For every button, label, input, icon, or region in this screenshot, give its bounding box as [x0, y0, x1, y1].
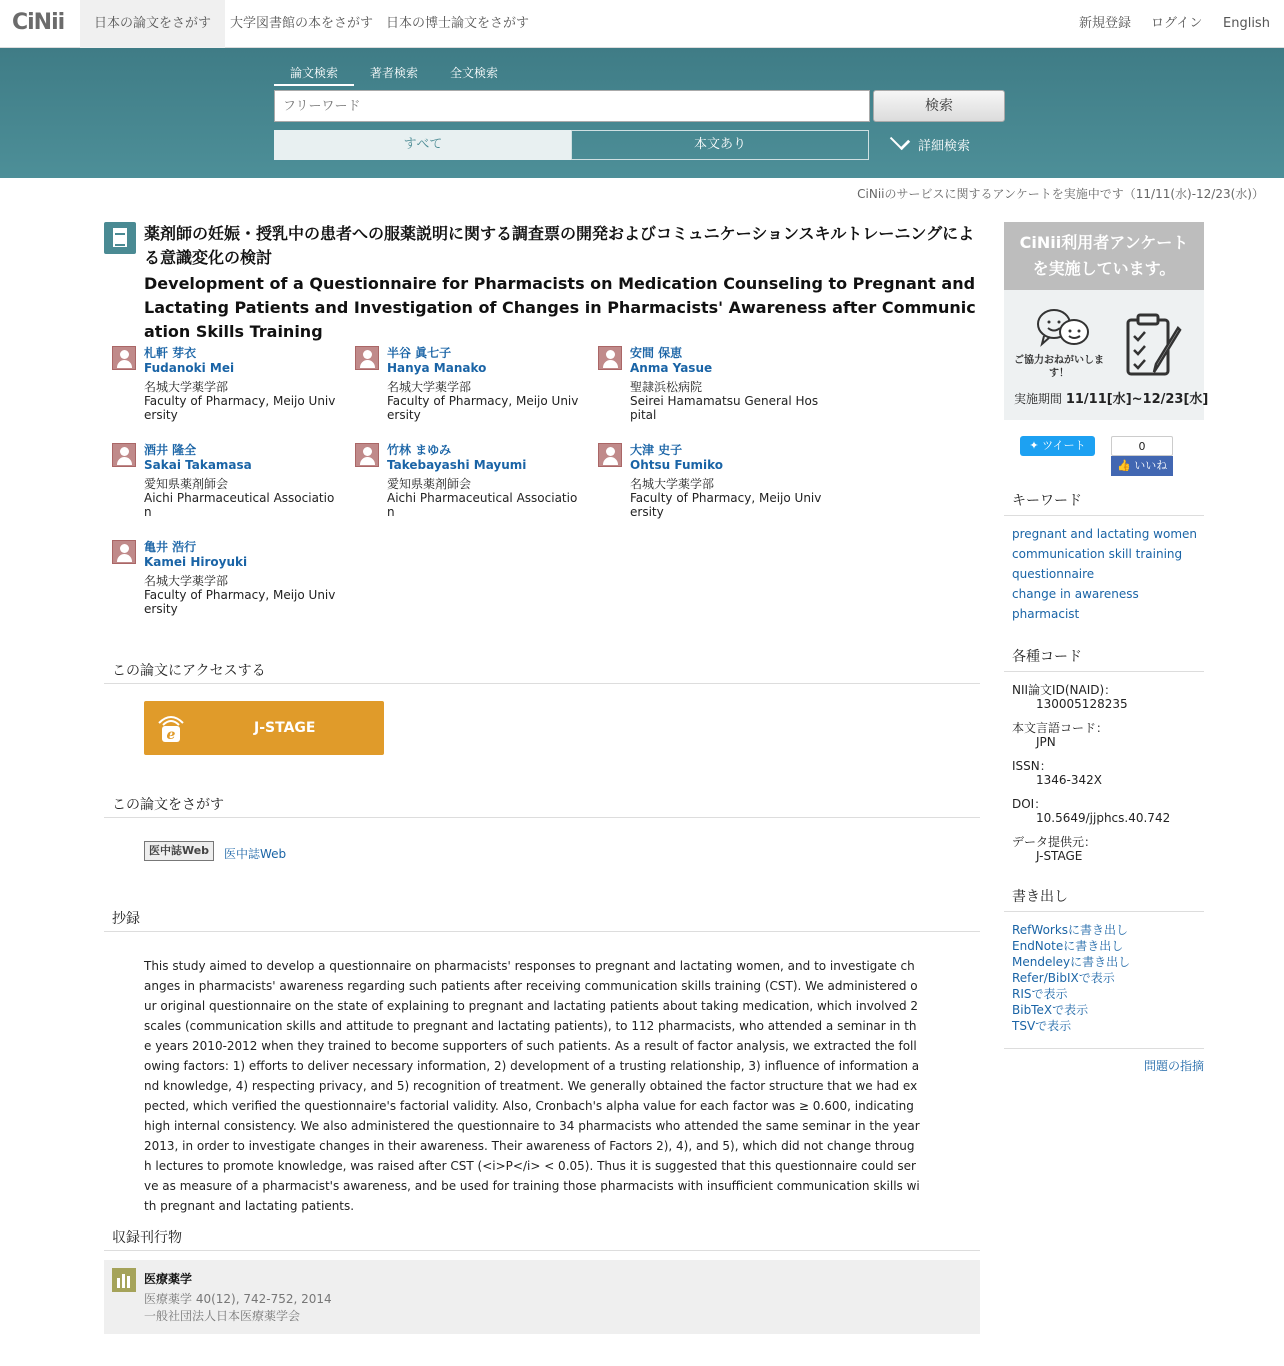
export-refer-link[interactable]: Refer/BibIXで表示 [1012, 971, 1115, 985]
abstract-text: This study aimed to develop a questionnaire on pharmacists' responses to pregnant and lactating women, and to investigate changes in pharmacists' awareness regarding such patients after receiving communication skills training (CST). We administered our original questionnaire on the state of explaining to pregnant and lactating patients about taking medication, which involved 2 scales (communication skills and attitude to pregnant and lactating patients), to 112 pharmacists, who attended a seminar in the years 2010-2012 when they trained to become supporters of such patients. As a result of factor analysis, we extracted the following factors: 1) efforts to deliver necessary information, 2) development of a trusting relationship, 3) influence of information and knowledge, 4) respecting privacy, and 5) recognition of treatment. We generally obtained the factor structure that we had expected, which verified the questionnaire's factorial validity. Also, Cronbach's alpha value for each factor was ≥ 0.600, indicating high internal consistency. We also administered the questionnaire to 34 pharmacists who attended the same seminar in the year 2013, in order to investigate changes in their awareness. Their awareness of Factors 2), 4), and 5), which did not change through lectures to promote knowledge, was raised after CST (<i>P</i> < 0.05). Thus it is suggested that this questionnaire could serve as measure of a pharmacist's awareness, and be used for training those pharmacists with insufficient communication skills with pregnant and lactating patients. [144, 959, 920, 1213]
tweet-label: ツイート [1042, 439, 1086, 452]
keyword-link[interactable]: change in awareness [1012, 587, 1139, 601]
export-endnote-link[interactable]: EndNoteに書き出し [1012, 939, 1124, 953]
english-link[interactable]: English [1223, 16, 1270, 31]
section-access-heading: この論文にアクセスする [104, 660, 980, 684]
code-value-issn: 1346-342X [1036, 773, 1102, 787]
ichushi-logo[interactable]: 医中誌Web [144, 841, 214, 861]
ichushi-link[interactable]: 医中誌Web [224, 847, 287, 861]
article-title-ja: 薬剤師の妊娠・授乳中の患者への服薬説明に関する調査票の開発およびコミュニケーションスキルトレーニングによる意識変化の検討 [144, 224, 975, 267]
svg-text:e: e [166, 727, 176, 743]
code-label-language: 本文言語コード： [1012, 721, 1109, 735]
keyword-link[interactable]: pregnant and lactating women [1012, 527, 1198, 541]
tweet-button[interactable] [1020, 436, 1095, 456]
filter-all-toggle[interactable]: すべて [274, 130, 572, 160]
chat-bubbles-icon [1034, 306, 1094, 352]
author-name[interactable] [144, 443, 252, 473]
affiliation-en: Aichi Pharmaceutical Association [387, 491, 578, 519]
search-band [0, 48, 1284, 178]
tab-fulltext-search[interactable]: 全文検索 [449, 66, 498, 80]
banner-period-dates: 11/11[水]~12/23[水] [1065, 392, 1209, 407]
keyword-link[interactable]: communication skill training [1012, 547, 1183, 561]
journal-volume: 医療薬学 40(12), 742-752, 2014 [144, 1292, 332, 1306]
author-avatar-icon [112, 443, 136, 467]
author-name[interactable] [144, 346, 234, 376]
affiliation-ja: 名城大学薬学部 [387, 380, 472, 394]
like-button[interactable] [1111, 456, 1173, 476]
login-link[interactable]: ログイン [1151, 16, 1203, 31]
nav-tab-books[interactable]: 大学図書館の本をさがす [230, 16, 374, 31]
twitter-bird-icon: ✦ [1029, 439, 1043, 452]
affiliation-ja: 愛知県薬剤師会 [144, 477, 229, 491]
register-link[interactable]: 新規登録 [1079, 16, 1132, 31]
cinii-logo[interactable]: CiNii [12, 10, 65, 35]
keyword-link[interactable]: questionnaire [1012, 567, 1095, 581]
author-name-en[interactable]: Hanya Manako [387, 361, 487, 375]
author-name-ja[interactable]: 亀井 浩行 [144, 540, 197, 554]
jstage-button[interactable] [144, 701, 384, 755]
journal-card [104, 1260, 980, 1334]
bar-chart-icon [112, 1268, 136, 1292]
article-title-en: Development of a Questionnaire for Pharmacists on Medication Counseling to Pregnant and Lactating Patients and Investigation of Changes in Pharmacists' Awareness after Communication Skills Training [144, 274, 976, 341]
author-name-ja[interactable]: 札軒 芽衣 [144, 346, 197, 360]
affiliation-en: Seirei Hamamatsu General Hospital [630, 394, 819, 422]
author-name-en[interactable]: Anma Yasue [630, 361, 713, 375]
author-name-ja[interactable]: 竹林 まゆみ [387, 443, 452, 457]
export-tsv-link[interactable]: TSVで表示 [1012, 1019, 1072, 1033]
author-name[interactable] [144, 540, 247, 570]
code-label-provider: データ提供元： [1012, 835, 1097, 849]
journal-title[interactable]: 医療薬学 [144, 1272, 193, 1286]
survey-banner[interactable] [1004, 222, 1209, 420]
code-value-naid: 130005128235 [1036, 697, 1128, 711]
export-ris-link[interactable]: RISで表示 [1012, 987, 1068, 1001]
author-avatar-icon [112, 346, 136, 370]
author-affiliation [144, 574, 336, 616]
banner-period [1014, 388, 1208, 407]
author-avatar-icon [355, 346, 379, 370]
author-name[interactable] [387, 443, 526, 473]
affiliation-en: Faculty of Pharmacy, Meijo University [387, 394, 579, 422]
search-button[interactable]: 検索 [873, 90, 1005, 122]
jstage-label: J-STAGE [254, 720, 316, 736]
affiliation-ja: 名城大学薬学部 [144, 380, 229, 394]
author-affiliation [144, 477, 336, 519]
affiliation-ja: 聖隷浜松病院 [630, 380, 703, 394]
section-journal-heading: 収録刊行物 [104, 1227, 980, 1251]
advanced-search-label: 詳細検索 [918, 139, 971, 154]
banner-title-line: を実施しています。 [1032, 259, 1176, 278]
top-navigation-bar [0, 0, 1284, 48]
jstage-e-icon [156, 711, 186, 743]
affiliation-en: Faculty of Pharmacy, Meijo University [630, 491, 822, 519]
tab-article-search[interactable]: 論文検索 [274, 64, 354, 86]
code-value-language: JPN [1036, 735, 1056, 749]
author-avatar-icon [112, 540, 136, 564]
author-name-ja[interactable]: 酒井 隆全 [144, 443, 197, 457]
code-label-doi: DOI： [1012, 797, 1047, 811]
filter-fulltext-toggle[interactable]: 本文あり [571, 130, 869, 160]
affiliation-ja: 名城大学薬学部 [630, 477, 715, 491]
author-name[interactable] [630, 346, 712, 376]
author-name[interactable] [387, 346, 486, 376]
banner-please: ご協力おねがいします！ [1014, 355, 1104, 379]
code-label-naid: NII論文ID(NAID)： [1012, 683, 1117, 697]
author-name-ja[interactable]: 安間 保恵 [630, 346, 683, 360]
author-avatar-icon [598, 443, 622, 467]
document-icon [104, 222, 136, 254]
export-mendeley-link[interactable]: Mendeleyに書き出し [1012, 955, 1131, 969]
affiliation-en: Aichi Pharmaceutical Association [144, 491, 335, 519]
affiliation-en: Faculty of Pharmacy, Meijo University [144, 588, 336, 616]
affiliation-ja: 名城大学薬学部 [144, 574, 229, 588]
tab-author-search[interactable]: 著者検索 [369, 66, 418, 80]
author-affiliation [387, 477, 579, 519]
author-affiliation [387, 380, 579, 422]
keywords-heading: キーワード [1004, 490, 1204, 516]
author-name-en[interactable]: Ohtsu Fumiko [630, 458, 724, 472]
code-value-provider: J-STAGE [1036, 849, 1083, 863]
nav-tab-dissertations[interactable]: 日本の博士論文をさがす [386, 16, 530, 31]
like-label: いいね [1134, 459, 1168, 472]
banner-period-label: 実施期間 [1014, 392, 1063, 406]
export-bibtex-link[interactable]: BibTeXで表示 [1012, 1003, 1089, 1017]
doi-link[interactable]: 10.5649/jjphcs.40.742 [1036, 811, 1171, 825]
author-name-en[interactable]: Fudanoki Mei [144, 361, 235, 375]
author-name-ja[interactable]: 大津 史子 [630, 443, 683, 457]
author-affiliation [144, 380, 336, 422]
author-name[interactable] [630, 443, 723, 473]
thumbs-up-icon: 👍 [1117, 459, 1135, 472]
chevron-down-icon [890, 130, 910, 150]
nav-tab-articles[interactable]: 日本の論文をさがす [80, 0, 225, 48]
advanced-search-link[interactable] [890, 134, 970, 154]
author-affiliation [630, 380, 822, 422]
like-count: 0 [1111, 436, 1173, 456]
author-affiliation [630, 477, 822, 519]
author-name-ja[interactable]: 半谷 眞七子 [387, 346, 452, 360]
search-input[interactable] [274, 90, 870, 122]
author-avatar-icon [355, 443, 379, 467]
journal-publisher: 一般社団法人日本医療薬学会 [144, 1309, 301, 1323]
author-name-en[interactable]: Sakai Takamasa [144, 458, 252, 472]
author-avatar-icon [598, 346, 622, 370]
section-find-heading: この論文をさがす [104, 794, 980, 818]
export-heading: 書き出し [1004, 886, 1204, 912]
survey-notice[interactable]: CiNiiのサービスに関するアンケートを実施中です（11/11(水)-12/23(水)） [857, 187, 1264, 201]
keyword-link[interactable]: pharmacist [1012, 607, 1080, 621]
code-label-issn: ISSN： [1012, 759, 1052, 773]
banner-title-line: CiNii利用者アンケート [1019, 233, 1189, 252]
sidebar-divider [1004, 1048, 1204, 1049]
author-name-en[interactable]: Takebayashi Mayumi [387, 458, 527, 472]
section-abstract-heading: 抄録 [104, 908, 980, 932]
affiliation-en: Faculty of Pharmacy, Meijo University [144, 394, 336, 422]
banner-title [1004, 222, 1204, 290]
report-problem-link[interactable]: 問題の指摘 [1143, 1059, 1204, 1073]
affiliation-ja: 愛知県薬剤師会 [387, 477, 472, 491]
export-refworks-link[interactable]: RefWorksに書き出し [1012, 923, 1129, 937]
clipboard-pen-icon [1124, 312, 1186, 378]
author-name-en[interactable]: Kamei Hiroyuki [144, 555, 248, 569]
codes-heading: 各種コード [1004, 646, 1204, 672]
